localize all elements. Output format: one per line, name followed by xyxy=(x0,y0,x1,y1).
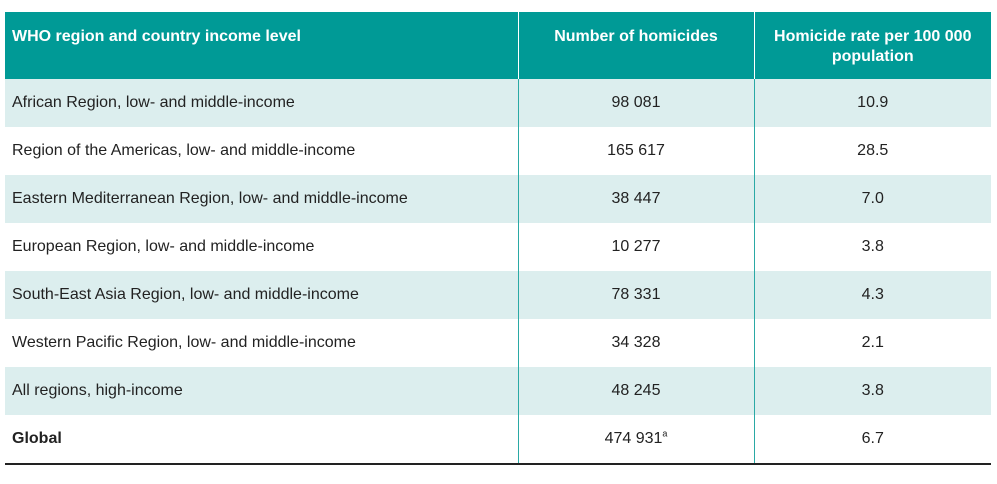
cell-region: South-East Asia Region, low- and middle-income xyxy=(5,271,518,319)
cell-global-label: Global xyxy=(5,415,518,464)
cell-homicides: 34 328 xyxy=(518,319,754,367)
table-row xyxy=(5,367,991,415)
column-header-rate: Homicide rate per 100 000 population xyxy=(754,12,991,79)
cell-region: African Region, low- and middle-income xyxy=(5,79,518,127)
table-row xyxy=(5,223,991,271)
cell-rate: 2.1 xyxy=(754,319,991,367)
header-row xyxy=(5,12,991,79)
cell-rate: 3.8 xyxy=(754,223,991,271)
cell-global-rate: 6.7 xyxy=(754,415,991,464)
table-header xyxy=(5,12,991,79)
global-homicides-value: 474 931 xyxy=(604,430,663,447)
cell-region: Region of the Americas, low- and middle-income xyxy=(5,127,518,175)
column-header-homicides: Number of homicides xyxy=(518,12,754,79)
cell-region: All regions, high-income xyxy=(5,367,518,415)
global-total-row xyxy=(5,415,991,464)
cell-region: Western Pacific Region, low- and middle-income xyxy=(5,319,518,367)
cell-global-homicides xyxy=(518,415,754,464)
cell-region: European Region, low- and middle-income xyxy=(5,223,518,271)
cell-homicides: 98 081 xyxy=(518,79,754,127)
cell-region: Eastern Mediterranean Region, low- and middle-income xyxy=(5,175,518,223)
table-row xyxy=(5,175,991,223)
cell-homicides: 165 617 xyxy=(518,127,754,175)
footnote-marker: a xyxy=(662,428,668,439)
homicide-table xyxy=(5,12,991,465)
cell-homicides: 38 447 xyxy=(518,175,754,223)
column-header-region: WHO region and country income level xyxy=(5,12,518,79)
cell-rate: 7.0 xyxy=(754,175,991,223)
cell-rate: 28.5 xyxy=(754,127,991,175)
cell-rate: 3.8 xyxy=(754,367,991,415)
cell-homicides: 48 245 xyxy=(518,367,754,415)
table-row xyxy=(5,127,991,175)
table-row xyxy=(5,271,991,319)
table-body xyxy=(5,79,991,464)
cell-homicides: 10 277 xyxy=(518,223,754,271)
table-row xyxy=(5,319,991,367)
cell-rate: 4.3 xyxy=(754,271,991,319)
homicide-table-container xyxy=(5,12,991,465)
table-row xyxy=(5,79,991,127)
cell-homicides: 78 331 xyxy=(518,271,754,319)
cell-rate: 10.9 xyxy=(754,79,991,127)
